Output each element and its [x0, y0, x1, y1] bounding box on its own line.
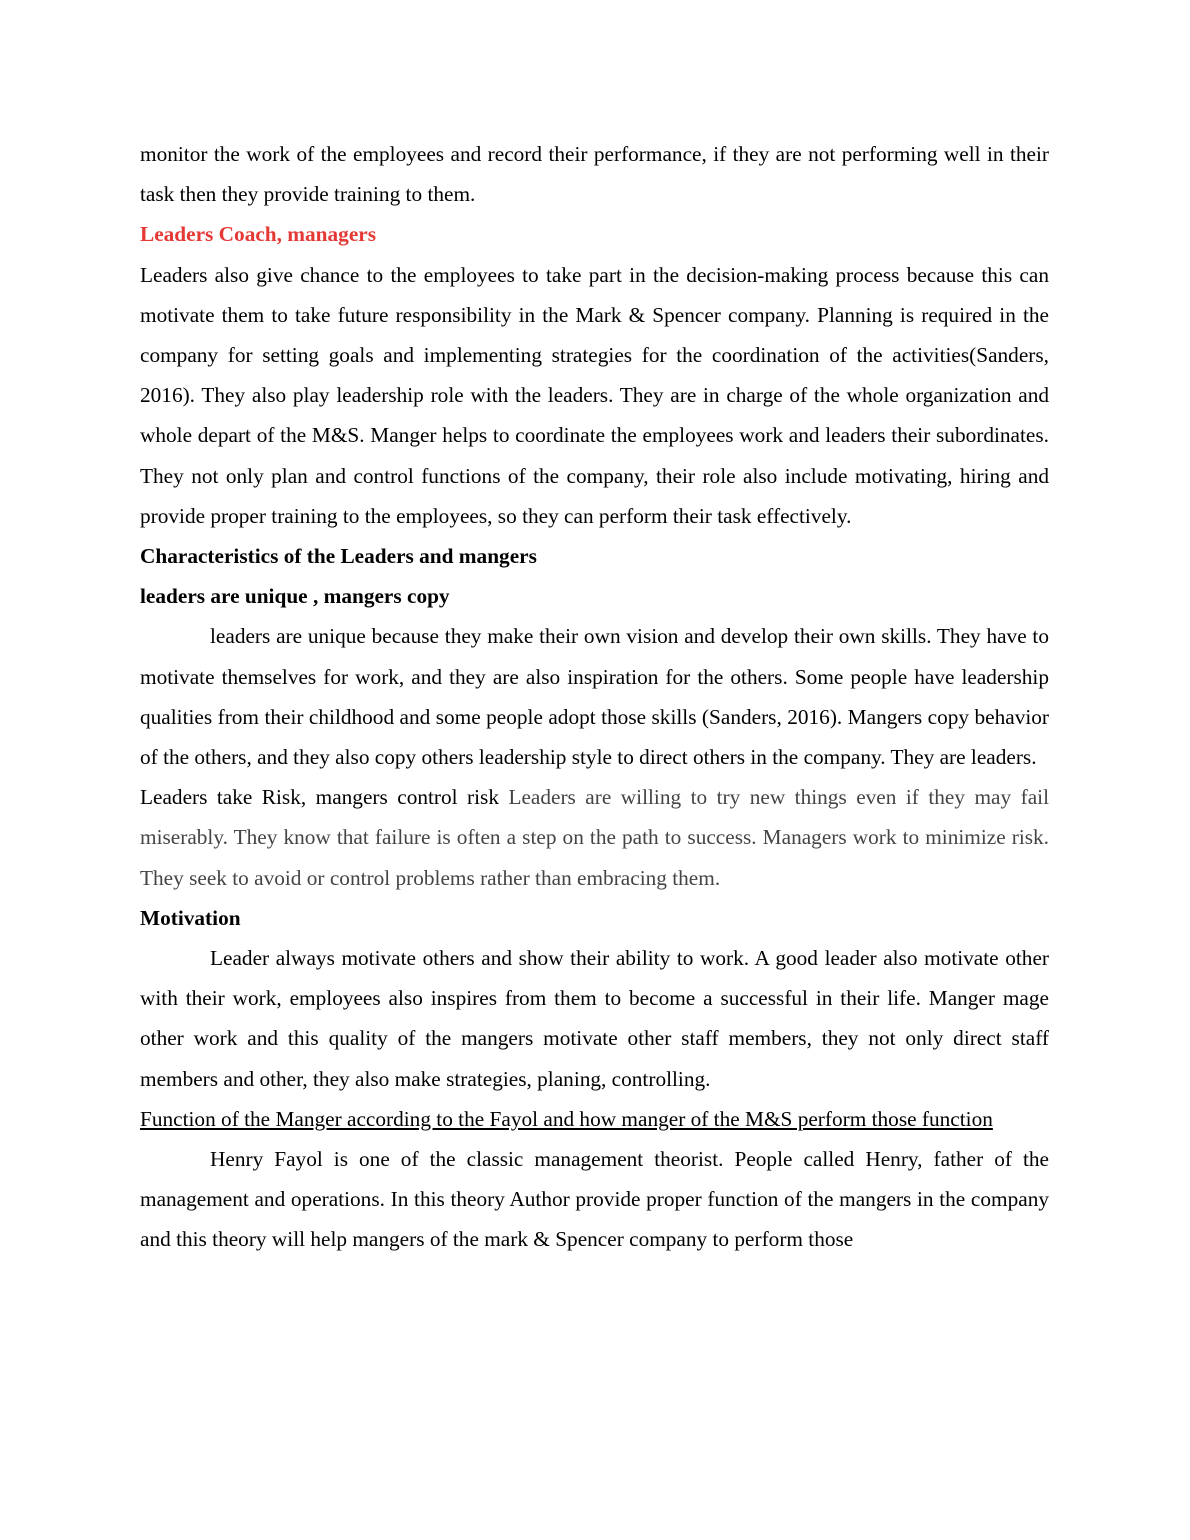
heading-leaders-unique: leaders are unique , mangers copy — [140, 584, 450, 609]
risk-quote-text: Leaders are willing to try new things even if they may fail miserably. They know that failure is often a step on the path to success. Managers work to minimize risk. They seek to avoid or control problems rather than embracing them. — [140, 785, 1049, 890]
paragraph-henry-fayol: Henry Fayol is one of the classic management theorist. People called Henry, father of the management and operations. In this theory Author provide proper function of the mangers in the company and this theory will help mangers of the mark & Spencer company to perform those — [140, 1147, 1049, 1252]
heading-motivation: Motivation — [140, 905, 241, 930]
paragraph-intro: monitor the work of the employees and record their performance, if they are not performing well in their task then they provide training to them. — [140, 142, 1049, 207]
document-page — [140, 134, 1049, 1260]
paragraph-risk — [140, 777, 1049, 898]
paragraph-motivation: Leader always motivate others and show their ability to work. A good leader also motivate other with their work, employees also inspires from them to become a successful in their life. Manger mage other work and this quality of the mangers motivate other staff members, they not only direct staff members and other, they also make strategies, planing, controlling. — [140, 946, 1049, 1091]
heading-characteristics: Characteristics of the Leaders and mangers — [140, 544, 537, 569]
paragraph-leaders-coach: Leaders also give chance to the employees to take part in the decision-making process because this can motivate them to take future responsibility in the Mark & Spencer company. Planning is required in the company for setting goals and implementing strategies for the coordination of the activities(Sanders, 2016). They also play leadership role with the leaders. They are in charge of the whole organization and whole depart of the M&S. Manger helps to coordinate the employees work and leaders their subordinates. They not only plan and control functions of the company, their role also include motivating, hiring and provide proper training to the employees, so they can perform their task effectively. — [140, 262, 1049, 528]
risk-lead-text: Leaders take Risk, mangers control risk — [140, 785, 499, 810]
heading-leaders-coach: Leaders Coach, managers — [140, 222, 377, 247]
paragraph-leaders-unique: leaders are unique because they make their own vision and develop their own skills. They have to motivate themselves for work, and they are also inspiration for the others. Some people have leadership qualities from their childhood and some people adopt those skills (Sanders, 2016). Mangers copy behavior of the others, and they also copy others leadership style to direct others in the company. They are leaders. — [140, 624, 1049, 770]
heading-function-of-manager: Function of the Manger according to the Fayol and how manger of the M&S perform those function — [140, 1106, 993, 1131]
